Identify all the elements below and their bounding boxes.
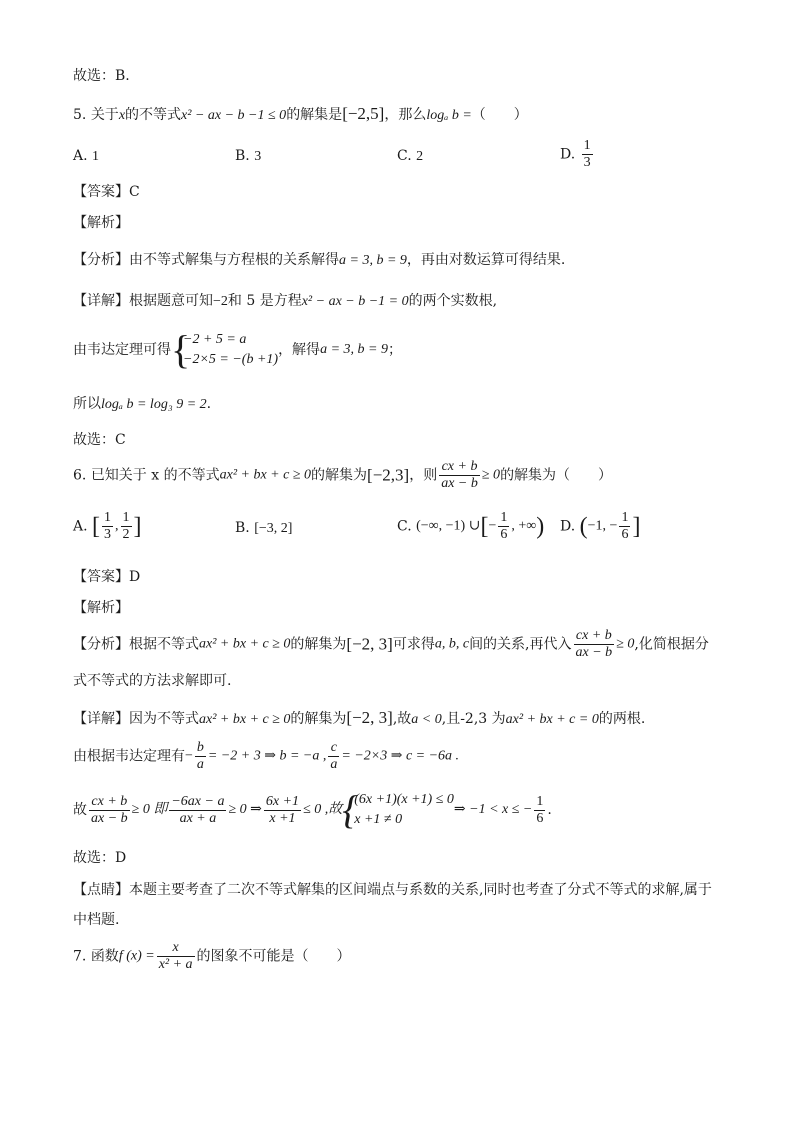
math-expr: a < 0	[411, 712, 442, 727]
math-expr: −2	[213, 294, 228, 309]
text: 可求得	[392, 636, 435, 653]
text: 间的关系,再代入	[469, 636, 572, 653]
q6-xiangjie-line2	[73, 740, 459, 773]
question-5-stem	[73, 104, 528, 126]
stem-text: 的解集为（ ）	[500, 467, 613, 484]
text: ，解得	[278, 342, 321, 358]
math-inequality: ax² + bx + c ≥ 0	[219, 467, 312, 483]
option-a	[73, 146, 99, 167]
math-expr: ≥ 0	[481, 467, 501, 483]
math-var: x	[118, 108, 126, 123]
text: 根据题意可知	[129, 293, 213, 309]
stem-text: ，则	[409, 467, 438, 484]
q6-dianjing-line2: 中档题.	[73, 912, 120, 928]
q6-fenxi-line1	[73, 628, 709, 661]
question-7-stem	[73, 940, 351, 973]
q6-choice: 故选：D	[73, 850, 127, 866]
fraction: $\frac{6x +1}{x +1}$	[265, 793, 300, 826]
option-label: C.	[397, 148, 412, 164]
option-a: A. [ $\frac{1}{3}$ , $\frac{1}{2}$ ]	[73, 510, 142, 542]
text: .	[547, 802, 552, 818]
option-label: C.	[397, 518, 412, 535]
option-d	[560, 138, 595, 171]
option-label: A.	[73, 518, 88, 535]
equation-system: { −2 + 5 = a −2×5 = −(b +1)	[171, 327, 279, 372]
math-expr: = −2×3 ⇒ c = −6a .	[341, 748, 460, 764]
q5-xiangjie-line3	[73, 394, 211, 415]
math-expr: −	[185, 748, 193, 764]
question-number: 6.	[73, 467, 87, 484]
q5-xiangjie-line1	[73, 291, 497, 312]
stem-text: 已知关于 x 的不等式	[90, 467, 220, 484]
fenxi-tag: 【分析】	[73, 252, 129, 268]
math-expr: ≥ 0	[616, 636, 635, 652]
text: 根据不等式	[129, 636, 199, 653]
math-expr: ax² + bx + c ≥ 0	[199, 636, 291, 652]
question-6-stem	[73, 459, 612, 492]
xiangjie-tag: 【详解】	[73, 711, 129, 727]
fraction: $\frac{c}{a}$	[330, 740, 338, 772]
math-interval: [−2, 3]	[346, 708, 393, 727]
option-label: D.	[560, 146, 576, 163]
stem-text: 关于	[90, 107, 119, 123]
text: 的两根.	[598, 711, 646, 727]
option-label: B.	[235, 520, 250, 536]
fraction: $\frac{1}{2}$	[122, 510, 130, 542]
stem-text: 的解集为	[311, 467, 368, 484]
math-expr: ax² + bx + c = 0	[505, 712, 599, 727]
stem-text: ，那么	[384, 107, 427, 123]
option-label: A.	[73, 148, 88, 164]
stem-text: 的解集是	[286, 107, 343, 123]
q6-fenxi-line2: 式不等式的方法求解即可.	[73, 673, 232, 689]
stem-text: 的图象不可能是（ ）	[196, 948, 351, 965]
option-label: B.	[235, 148, 250, 164]
fraction: $\frac{x}{\text{x² + a}}$	[158, 940, 193, 972]
math-expr: ax² + bx + c ≥ 0	[199, 712, 291, 727]
math-expr: a = 3, b = 9	[320, 342, 388, 357]
q6-xiangjie-line3	[73, 787, 552, 832]
q5-fenxi	[73, 250, 565, 271]
xiangjie-tag: 【详解】	[73, 293, 129, 309]
math-expr: ⇒ −1 < x ≤ −	[453, 802, 533, 817]
fraction: $\frac{1}{6}$	[621, 510, 629, 542]
stem-text: 的不等式	[125, 107, 182, 123]
fenxi-text: ，再由对数运算可得结果.	[406, 252, 566, 268]
math-interval: [−2, 3]	[346, 634, 393, 654]
fenxi-text: 由不等式解集与方程根的关系解得	[129, 252, 339, 268]
math-expr: logₐ b = log₃ 9 = 2	[101, 397, 207, 412]
text: ,化简根据分	[634, 636, 709, 653]
q5-choice: 故选：C	[73, 432, 126, 448]
text: ；	[387, 342, 402, 358]
math-log: logₐ b =	[426, 108, 472, 123]
stem-text: 函数	[90, 948, 119, 965]
math-expr: = −2 + 3 ⇒ b = −a ,	[207, 748, 327, 764]
option-c	[397, 146, 423, 167]
math-expr: a = 3, b = 9	[339, 253, 407, 268]
option-value: 2	[416, 149, 424, 164]
math-expr: ≥ 0 即	[131, 802, 168, 817]
question-number: 7.	[73, 948, 87, 965]
option-value: 1	[92, 149, 100, 164]
q5-answer: 【答案】C	[73, 184, 140, 200]
math-interval: [−2,3]	[367, 465, 410, 485]
text: 由根据韦达定理有	[73, 748, 185, 765]
math-interval: [−2,5]	[342, 104, 385, 123]
text: 的两个实数根,	[408, 293, 498, 309]
text: 因为不等式	[129, 711, 199, 727]
text: 故	[73, 802, 87, 818]
option-d: D. (−1, − $\frac{1}{6}$ ]	[560, 510, 641, 542]
fraction: $\frac{1}{3}$	[104, 510, 112, 542]
q5-xiangjie-line2	[73, 327, 402, 372]
q6-xiangjie-line1	[73, 708, 645, 730]
math-inequality: x² − ax − b −1 ≤ 0	[181, 108, 287, 123]
math-expr: ≥ 0 ⇒	[228, 802, 262, 817]
math-expr: ≤ 0 ,故	[303, 802, 343, 817]
text: 本题主要考查了二次不等式解集的区间端点与系数的关系,同时也考查了分式不等式的求解,属于	[129, 882, 712, 898]
q6-analysis-heading: 【解析】	[73, 600, 129, 616]
previous-choice: 故选：B.	[73, 68, 130, 84]
fraction: $\frac{1}{3}$	[583, 138, 591, 170]
inequality-system: { (6x +1)(x +1) ≤ 0 x +1 ≠ 0	[342, 787, 454, 832]
q6-dianjing-line1	[73, 880, 712, 900]
fraction: $\frac{cx + b}{ax - b}$	[91, 793, 128, 826]
option-b	[235, 146, 261, 167]
option-value: [−3, 2]	[254, 521, 293, 536]
question-number: 5.	[73, 107, 87, 123]
text: 所以	[73, 396, 101, 412]
option-c: C. (−∞, −1) ∪[− $\frac{1}{6}$ , +∞)	[397, 510, 545, 542]
fenxi-tag: 【分析】	[73, 636, 129, 653]
text: 和 5 是方程	[227, 293, 302, 309]
q5-analysis-heading: 【解析】	[73, 215, 129, 231]
answer-paren: （ ）	[471, 107, 528, 123]
dianjing-tag: 【点睛】	[73, 882, 129, 898]
option-b	[235, 518, 292, 539]
text: .	[206, 396, 212, 412]
fraction: $\frac{cx + b}{ax - b}$	[441, 459, 478, 491]
math-expr: x² − ax − b −1 = 0	[301, 294, 409, 309]
math-expr: a, b, c	[434, 636, 470, 652]
fraction: $\frac{cx + b}{ax - b}$	[575, 628, 613, 660]
text: 由韦达定理可得	[73, 342, 171, 358]
q6-answer: 【答案】D	[73, 569, 141, 585]
text: ,且-2,3 为	[441, 711, 506, 727]
fraction: $\frac{-6ax - a}{ax + a}$	[171, 793, 225, 826]
text: 的解集为	[290, 711, 347, 727]
math-expr: f (x) =	[118, 948, 155, 964]
text: 的解集为	[290, 636, 347, 653]
option-value: 3	[254, 149, 262, 164]
text: ,故	[392, 711, 412, 727]
fraction: $\frac{b}{a}$	[196, 740, 204, 772]
fraction: $\frac{1}{6}$	[536, 793, 544, 826]
option-label: D.	[560, 518, 576, 535]
fraction: $\frac{1}{6}$	[500, 510, 508, 542]
